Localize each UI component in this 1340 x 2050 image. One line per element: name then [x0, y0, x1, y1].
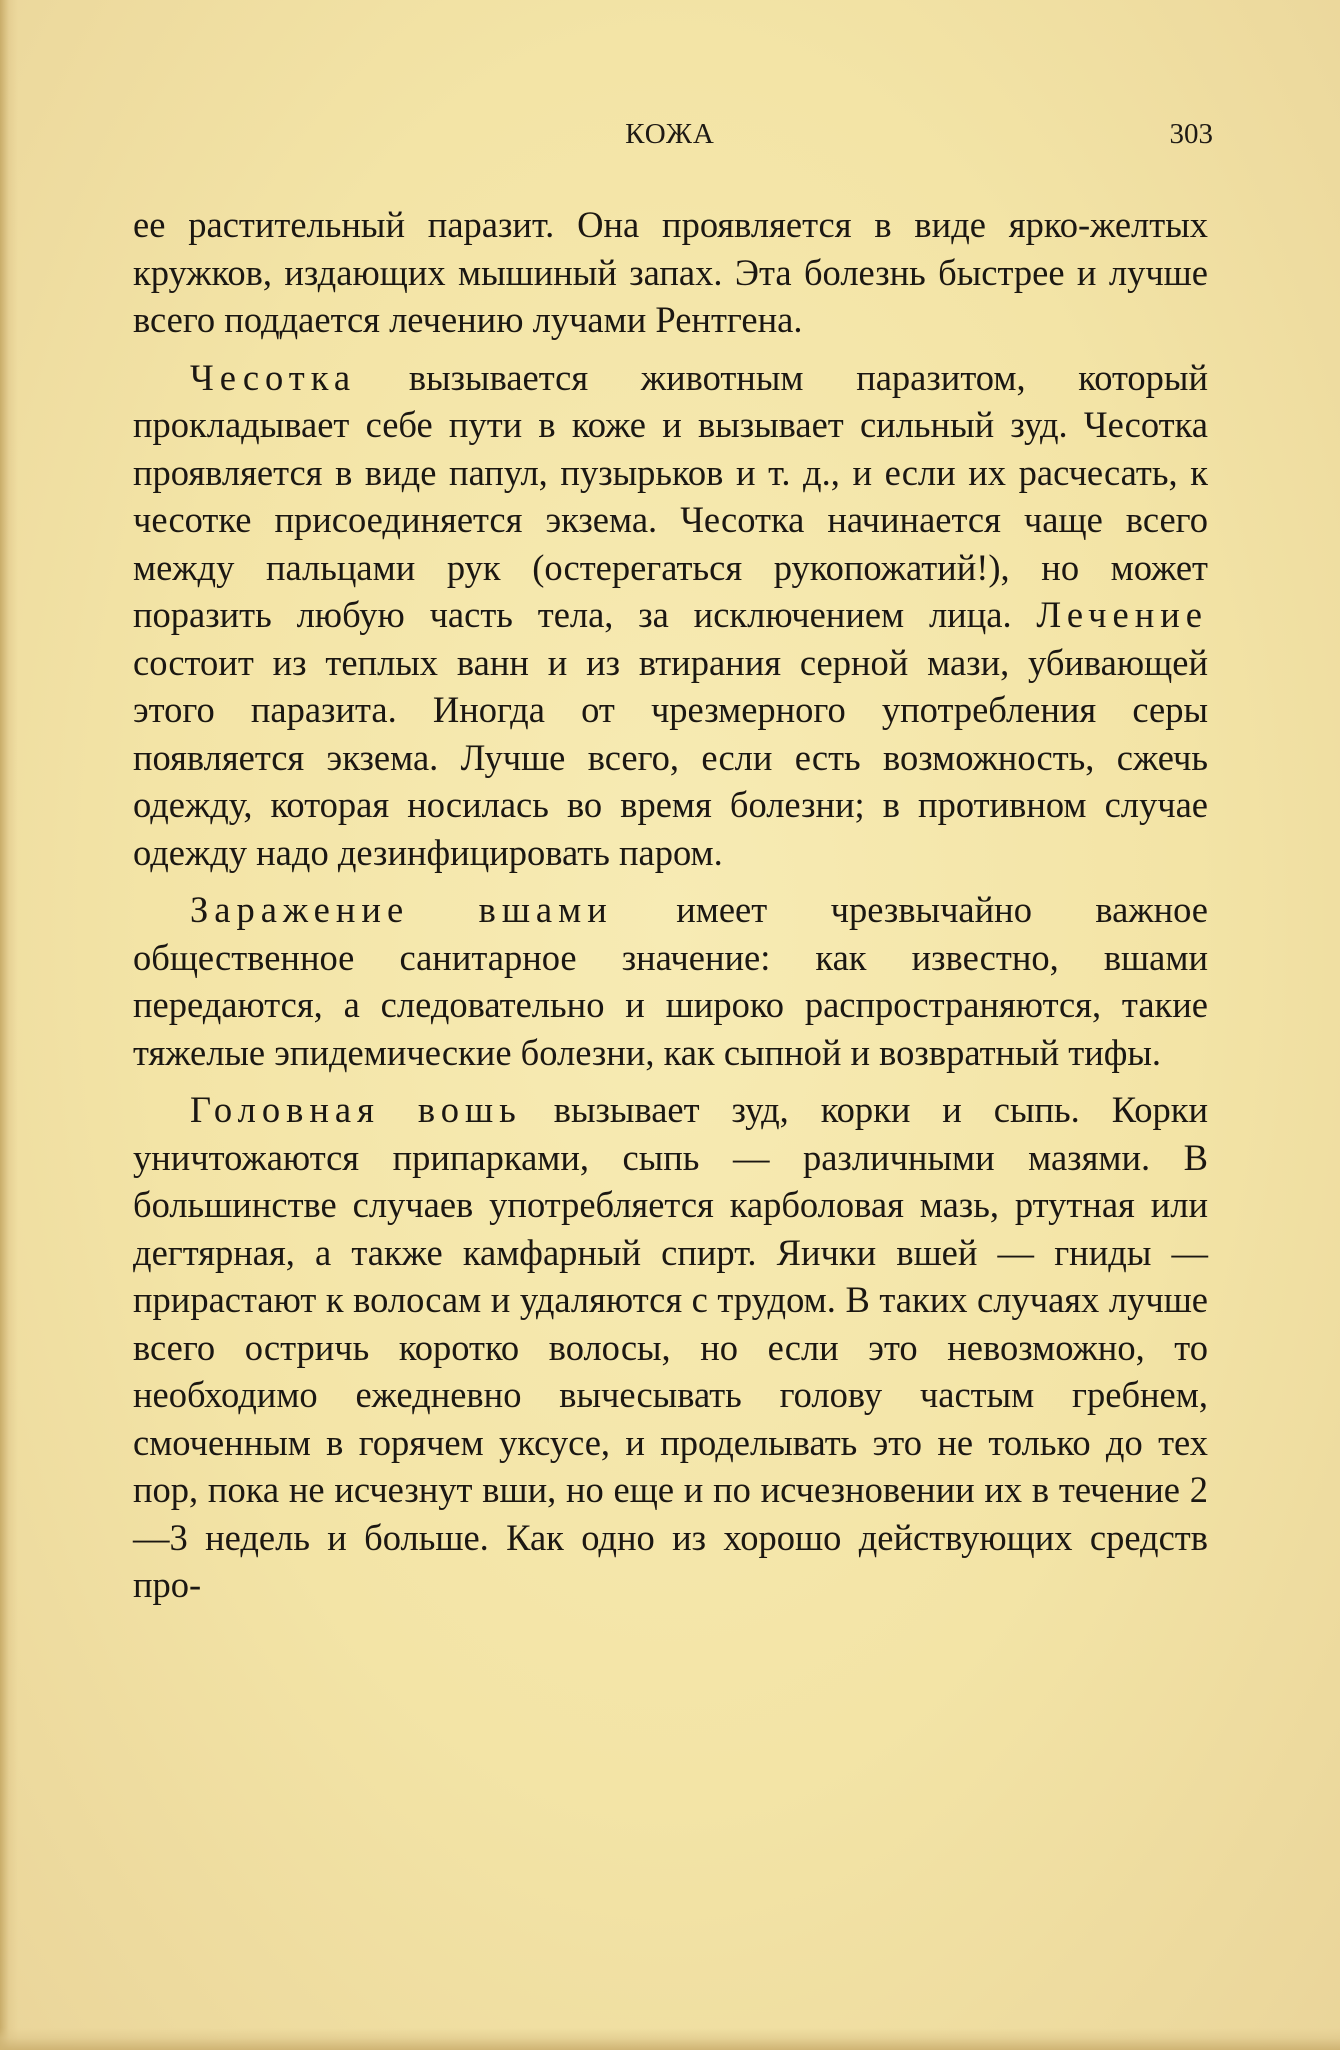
term-heading: Головная вошь [190, 1089, 522, 1130]
paragraph-text: состоит из теплых ванн и из втирания серной мази, убивающей этого паразита. Иногда от чрезмерного употребления серы появляется экзема. Лучше всего, если есть возможность, сжечь одежду, которая носилась во время болезни; в противном случае одежду надо дезинфицировать паром. [133, 641, 1208, 873]
paragraph-text: вызывается животным паразитом, который прокладывает себе пути в коже и вызывает сильный зуд. Чесотка проявляется в виде папул, пузырьков и т. д., и если их расчесать, к чесотке присоединяется экзема. Чесотка начинается чаще всего между пальцами рук (остерегаться рукопожатий!), но может поразить любую часть тела, за исключением лица. [133, 356, 1208, 635]
running-title: КОЖА [625, 118, 715, 150]
page-header [0, 118, 1340, 158]
paragraph-text: вызывает зуд, корки и сыпь. Корки уничтожаются припарками, сыпь — различными мазями. В большинстве случаев употребляется карболовая мазь, ртутная или дегтярная, а также камфарный спирт. Яички вшей — гниды — прирастают к волосам и удаляются с трудом. В таких случаях лучше всего остричь коротко волосы, но если это невозможно, то необходимо ежедневно вычесывать голову частым гребнем, смоченным в горячем уксусе, и проделывать это не только до тех пор, пока не исчезнут вши, но еще и по исчезновении их в течение 2—3 недель и больше. Как одно из хорошо действующих средств про- [133, 1089, 1209, 1605]
paragraph-text: ее растительный паразит. Она проявляется в виде ярко-желтых кружков, издающих мышиный запах. Эта болезнь быстрее и лучше всего поддается лечению лучами Рентгена. [133, 204, 1208, 340]
page-number: 303 [1169, 118, 1213, 150]
paragraph [133, 201, 1208, 344]
paragraph [133, 886, 1208, 1076]
paragraph [133, 1086, 1208, 1609]
page-bottom-edge [0, 2028, 1340, 2050]
page-gutter-shadow [0, 0, 18, 2050]
term-heading: Заражение вшами [190, 889, 613, 930]
term-heading: Лечение [1036, 594, 1208, 635]
body-text [133, 201, 1208, 1609]
paragraph [133, 354, 1208, 877]
term-heading: Чесотка [190, 356, 357, 398]
paragraph-text: имеет чрезвычайно важное общественное санитарное значение: как известно, вшами передаются, а следовательно и широко распространяются, такие тяжелые эпидемические болезни, как сыпной и возвратный тифы. [133, 889, 1208, 1073]
